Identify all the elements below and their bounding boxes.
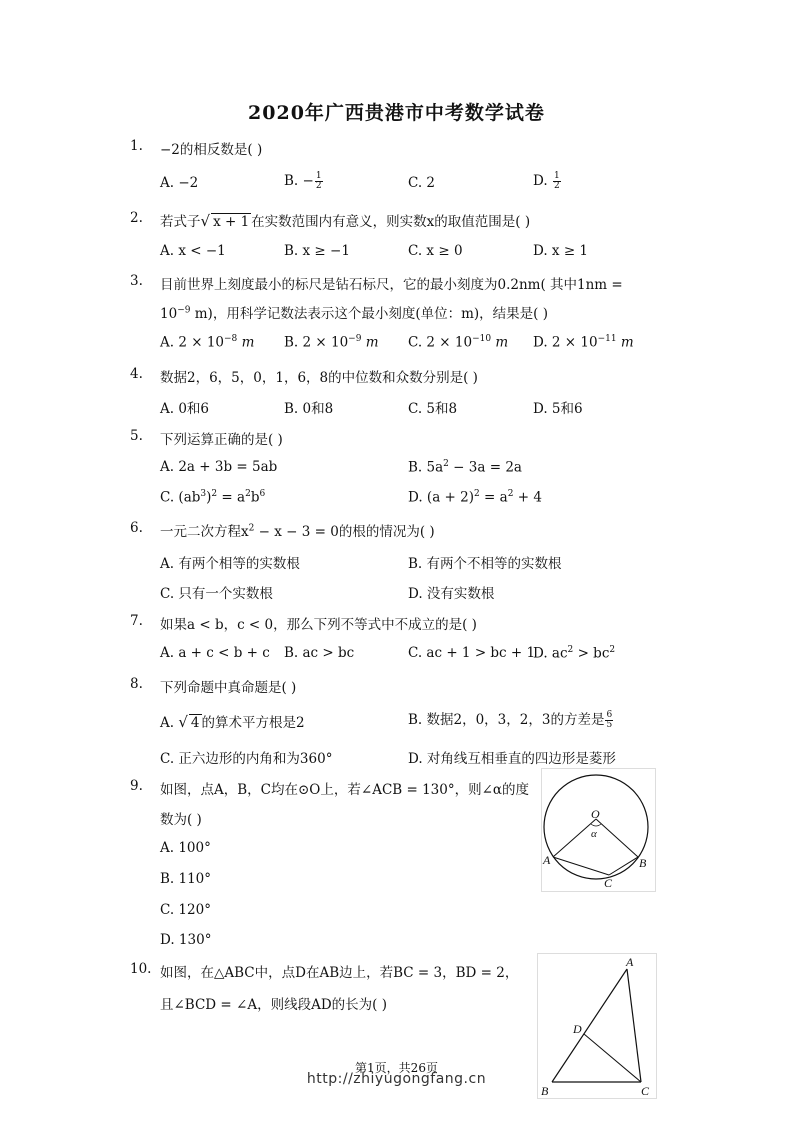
circle-figure <box>541 768 656 892</box>
label-a: A <box>626 955 634 969</box>
q8-option-d: D. 对角线互相垂直的四边形是菱形 <box>408 751 616 767</box>
q9-option-a: A. 100° <box>160 840 211 856</box>
q1-option-d: D. $\frac{1}{2}$ <box>533 171 560 191</box>
radicand: x + 1 <box>213 214 250 230</box>
q3-option-b: B. $2 \times 10^{-9}$ m <box>284 334 379 351</box>
fraction: $\frac{1}{2}$ <box>553 171 560 191</box>
question-4-stem: 数据2，6，5，0，1，6，8的中位数和众数分别是( ) <box>160 370 478 386</box>
question-7-number: 7. <box>130 613 143 629</box>
question-3-line-2: $10^{-9}$ m)，用科学记数法表示这个最小刻度(单位：m)，结果是( ) <box>160 305 548 322</box>
fraction: $\frac{6}{5}$ <box>606 710 613 730</box>
q5-option-d: D. $(a + 2)^2 = a^2 + 4$ <box>408 489 542 506</box>
q1-option-c: C. 2 <box>408 175 436 191</box>
q6-option-c: C. 只有一个实数根 <box>160 586 273 602</box>
question-5-number: 5. <box>130 428 143 444</box>
q8-option-a: A. √ 4 的算术平方根是2 <box>160 713 305 731</box>
q5-option-a: A. 2a + 3b = 5ab <box>160 459 278 475</box>
q2-option-a: A. x < −1 <box>160 243 226 259</box>
q3-option-a: A. $2 \times 10^{-8}$ m <box>160 334 255 351</box>
q6-option-d: D. 没有实数根 <box>408 586 495 602</box>
label-alpha: α <box>591 828 597 840</box>
q2-option-d: D. x ≥ 1 <box>533 243 589 259</box>
question-3-line-1: 目前世界上刻度最小的标尺是钻石标尺，它的最小刻度为0.2nm( 其中1nm = <box>160 277 623 293</box>
label-d: D <box>573 1022 582 1036</box>
q9-option-b: B. 110° <box>160 871 212 887</box>
label-a: A <box>543 853 551 867</box>
q2-option-c: C. x ≥ 0 <box>408 243 463 259</box>
page-footer: 第1页，共26页 <box>355 1061 438 1075</box>
q4-option-d: D. 5和6 <box>533 401 583 417</box>
question-9-number: 9. <box>130 778 143 794</box>
q9-option-d: D. 130° <box>160 932 212 948</box>
question-3-number: 3. <box>130 273 143 289</box>
question-1-number: 1. <box>130 138 143 154</box>
q7-option-c: C. ac + 1 > bc + 1 <box>408 645 536 661</box>
fraction: $\frac{1}{2}$ <box>315 171 322 191</box>
question-9-line-2: 数为( ) <box>160 812 202 828</box>
question-5-stem: 下列运算正确的是( ) <box>160 432 283 448</box>
q7-option-a: A. a + c < b + c <box>160 645 270 661</box>
q9-option-c: C. 120° <box>160 902 211 918</box>
question-1-stem: −2的相反数是( ) <box>160 142 263 158</box>
q6-option-a: A. 有两个相等的实数根 <box>160 556 300 572</box>
q7-option-d: D. $ac^2 > bc^2$ <box>533 645 616 662</box>
label-b: B <box>541 1084 549 1098</box>
q6-option-b: B. 有两个不相等的实数根 <box>408 556 562 572</box>
label-c: C <box>604 876 613 890</box>
label-b: B <box>639 856 647 870</box>
label-c: C <box>641 1084 650 1098</box>
q4-option-a: A. 0和6 <box>160 401 210 417</box>
question-6-stem: 一元二次方程$x^2 - x - 3 = 0$的根的情况为( ) <box>160 523 435 540</box>
question-7-stem: 如果a < b，c < 0，那么下列不等式中不成立的是( ) <box>160 617 477 633</box>
q4-option-b: B. 0和8 <box>284 401 334 417</box>
q2-option-b: B. x ≥ −1 <box>284 243 350 259</box>
q1-option-b: B. − $\frac{1}{2}$ <box>284 171 322 191</box>
q8-option-b: B. 数据2，0，3，2，3的方差是 $\frac{6}{5}$ <box>408 710 613 730</box>
question-10-number: 10. <box>130 961 152 977</box>
watermark-url: http://zhiyugongfang.cn <box>306 1071 487 1087</box>
q5-option-c: C. $(ab^3)^2 = a^2b^6$ <box>160 489 266 506</box>
question-2-number: 2. <box>130 210 143 226</box>
question-10-line-2: 且∠BCD = ∠A，则线段AD的长为( ) <box>160 997 387 1013</box>
q3-option-c: C. $2 \times 10^{-10}$ m <box>408 334 509 351</box>
question-9-line-1: 如图，点A，B，C均在⊙O上，若∠ACB = 130°，则∠α的度 <box>160 782 530 798</box>
question-8-number: 8. <box>130 676 143 692</box>
q1-option-a: A. −2 <box>160 175 199 191</box>
circle-o <box>544 775 648 879</box>
question-2-stem: 若式子√ x + 1 在实数范围内有意义，则实数x的取值范围是( ) <box>160 212 531 230</box>
question-4-number: 4. <box>130 366 143 382</box>
q7-option-b: B. ac > bc <box>284 645 355 661</box>
question-6-number: 6. <box>130 520 143 536</box>
question-8-stem: 下列命题中真命题是( ) <box>160 680 297 696</box>
label-o: O <box>591 807 600 821</box>
q4-option-c: C. 5和8 <box>408 401 458 417</box>
q3-option-d: D. $2 \times 10^{-11}$ m <box>533 334 634 351</box>
q5-option-b: B. $5a^2 - 3a = 2a$ <box>408 459 522 476</box>
question-10-line-1: 如图，在△ABC中，点D在AB边上，若BC = 3，BD = 2， <box>160 965 519 981</box>
q8-option-c: C. 正六边形的内角和为360° <box>160 751 333 767</box>
page-title: 2020年广西贵港市中考数学试卷 <box>248 102 545 124</box>
